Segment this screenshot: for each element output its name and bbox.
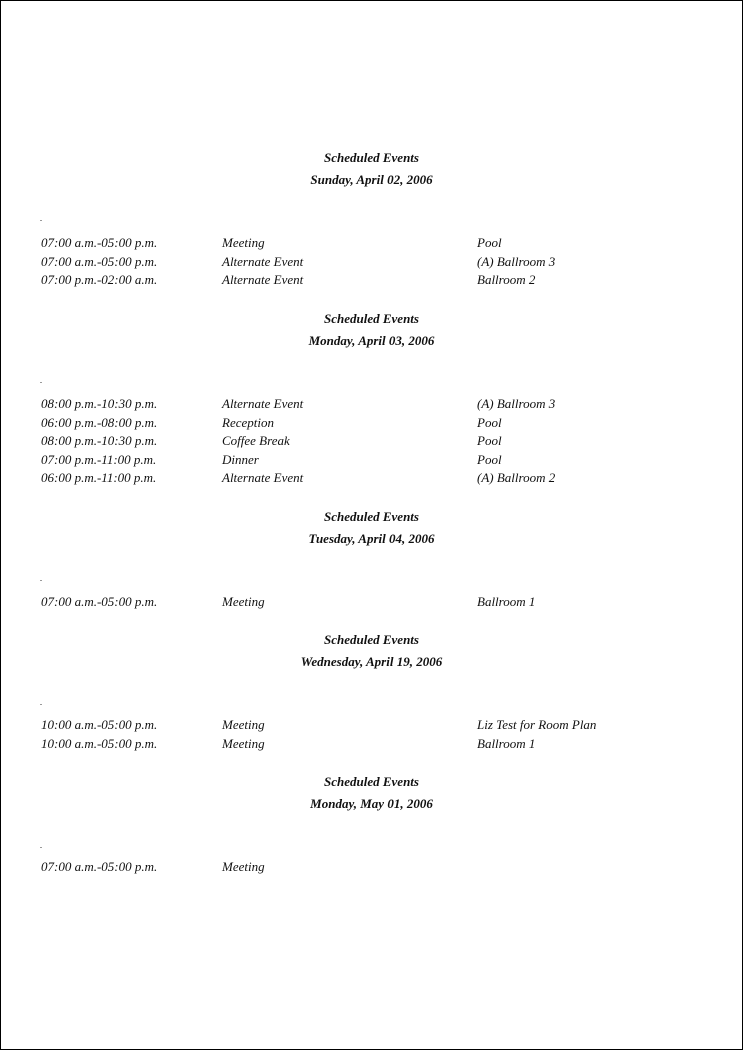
event-section [1,147,742,288]
event-room: (A) Ballroom 2 [477,470,556,486]
section-title: Scheduled Events [324,311,419,326]
section-title: Scheduled Events [324,150,419,165]
section-title: Scheduled Events [324,509,419,524]
event-name: Meeting [222,859,265,874]
event-name: Dinner [222,451,259,467]
event-room: Pool [477,235,502,250]
event-row [1,469,742,488]
event-name: Meeting [222,735,265,751]
event-name: Alternate Event [222,396,304,411]
event-time: 07:00 a.m.-05:00 p.m. [41,235,158,250]
event-time: 06:00 p.m.-08:00 p.m. [41,414,158,430]
event-list [1,234,742,290]
event-name: Meeting [222,717,265,732]
event-section [1,506,742,609]
event-section [1,629,742,751]
event-row [1,735,742,754]
separator-dot [40,220,42,221]
event-row [1,716,742,735]
separator-dot [40,580,42,581]
event-time: 06:00 p.m.-11:00 p.m. [41,470,157,486]
event-room: (A) Ballroom 3 [477,396,556,411]
section-date: Tuesday, April 04, 2006 [308,531,435,546]
event-time: 08:00 p.m.-10:30 p.m. [41,396,158,411]
event-time: 07:00 a.m.-05:00 p.m. [41,859,158,874]
section-date: Monday, May 01, 2006 [310,796,433,811]
event-row [1,234,742,253]
event-row [1,593,742,612]
event-row [1,395,742,414]
event-time: 10:00 a.m.-05:00 p.m. [41,735,158,751]
separator-dot [40,704,42,705]
section-date: Sunday, April 02, 2006 [310,172,433,187]
event-list [1,593,742,612]
event-list [1,395,742,488]
event-name: Alternate Event [222,253,304,269]
event-room: Ballroom 2 [477,272,536,288]
event-room: Pool [477,414,502,430]
event-row [1,253,742,272]
event-room: Ballroom 1 [477,735,536,751]
event-row [1,451,742,470]
event-row [1,858,742,877]
event-name: Reception [222,414,274,430]
event-time: 10:00 a.m.-05:00 p.m. [41,717,158,732]
event-room: Ballroom 1 [477,594,536,609]
separator-dot [40,382,42,383]
separator-dot [40,847,42,848]
event-name: Alternate Event [222,272,304,288]
event-name: Coffee Break [222,433,290,449]
event-list [1,716,742,753]
event-name: Meeting [222,235,265,250]
event-time: 07:00 p.m.-11:00 p.m. [41,451,157,467]
event-time: 08:00 p.m.-10:30 p.m. [41,433,158,449]
event-room: Liz Test for Room Plan [477,717,597,732]
event-row [1,271,742,290]
event-section [1,308,742,486]
event-room: Pool [477,433,502,449]
event-room: (A) Ballroom 3 [477,253,556,269]
event-time: 07:00 p.m.-02:00 a.m. [41,272,158,288]
section-title: Scheduled Events [324,774,419,789]
event-row [1,432,742,451]
event-section [1,771,742,874]
section-date: Monday, April 03, 2006 [308,333,435,348]
event-name: Meeting [222,594,265,609]
section-date: Wednesday, April 19, 2006 [300,654,443,669]
event-list [1,858,742,877]
event-time: 07:00 a.m.-05:00 p.m. [41,594,158,609]
section-title: Scheduled Events [324,632,419,647]
event-time: 07:00 a.m.-05:00 p.m. [41,253,158,269]
event-row [1,414,742,433]
event-name: Alternate Event [222,470,304,486]
event-room: Pool [477,451,502,467]
